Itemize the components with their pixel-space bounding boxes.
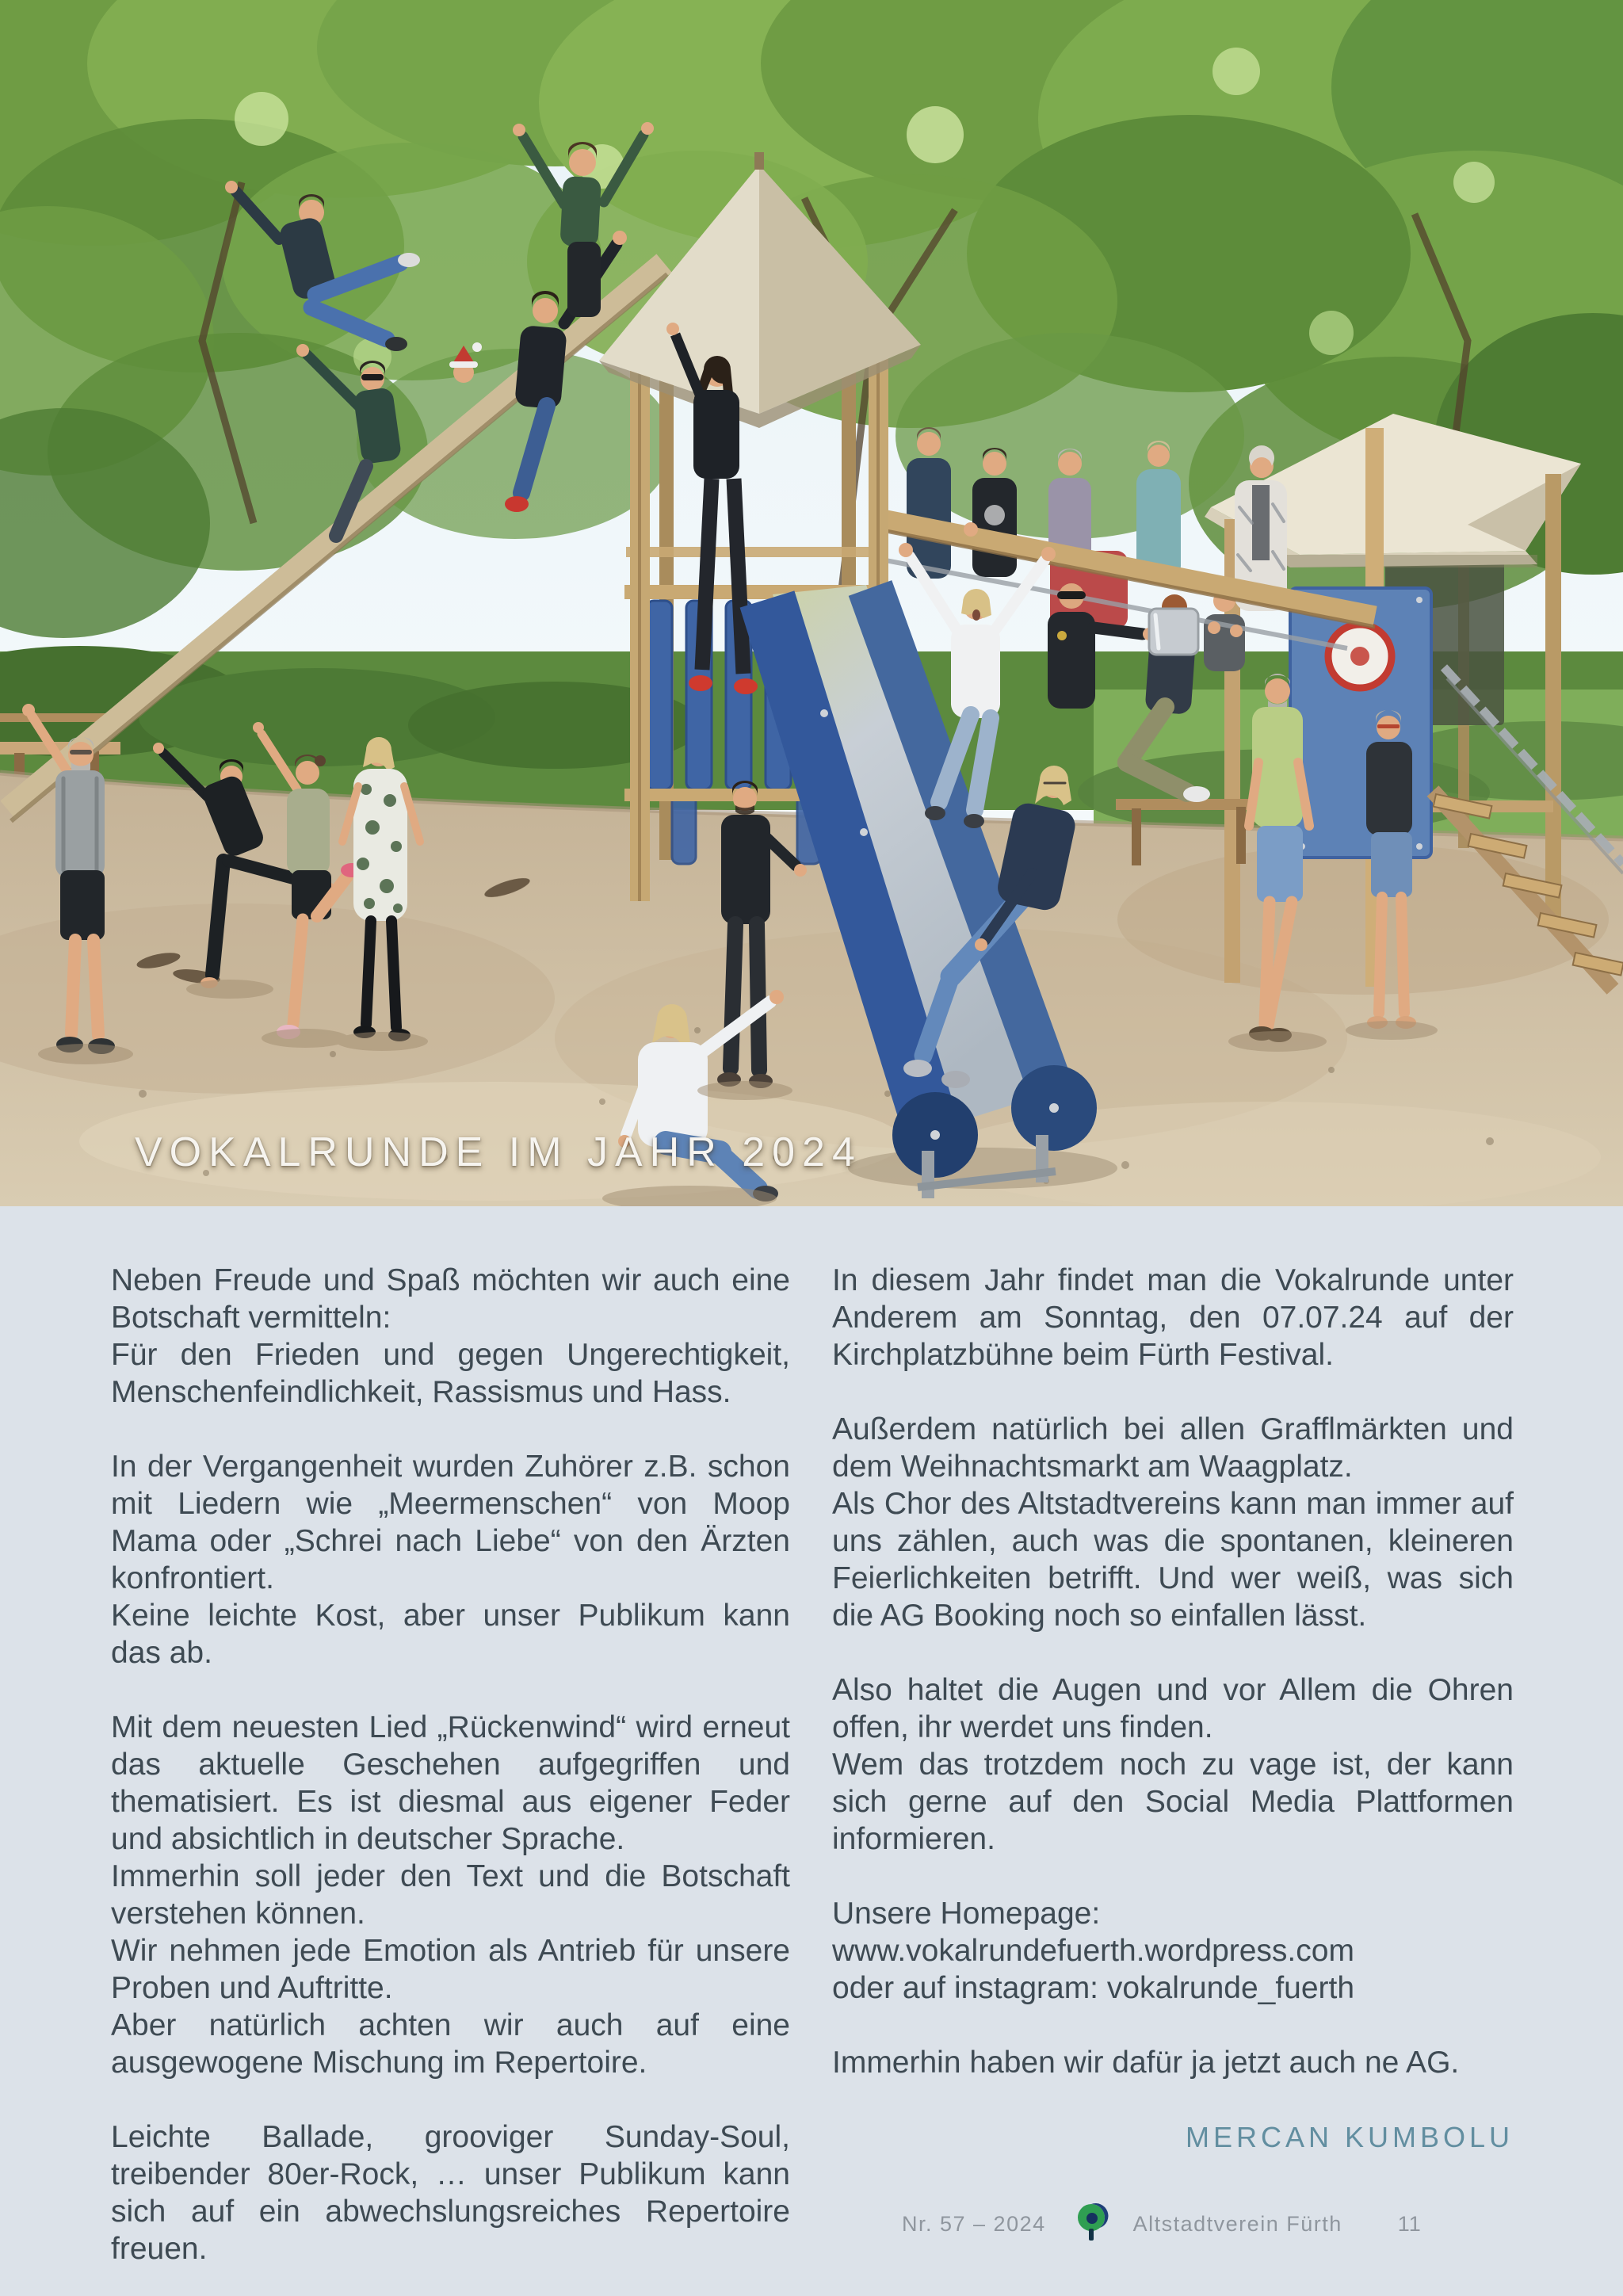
paragraph-block — [832, 1671, 1514, 1858]
tree-icon — [1073, 2201, 1109, 2248]
page-footer — [902, 2202, 1422, 2246]
paragraph-block — [111, 1709, 790, 2081]
paragraph-block — [832, 1411, 1514, 1634]
instagram-handle: oder auf instagram: vokalrunde_fuerth — [832, 1971, 1355, 2005]
body-text: Aber natürlich achten wir auch auf eine ausgewogene Mischung im Repertoire. — [111, 2008, 790, 2080]
body-text: In diesem Jahr findet man die Vokalrunde unter Anderem am Sonntag, den 07.07.24 auf der Kirchplatzbühne beim Fürth Festival. — [832, 1263, 1514, 1372]
paragraph-block — [111, 2118, 790, 2267]
paragraph-block — [832, 2044, 1514, 2081]
author-byline: MERCAN KUMBOLU — [1185, 2121, 1514, 2153]
prohibition-sign-icon — [1328, 625, 1392, 688]
body-text: Immerhin soll jeder den Text und die Botschaft verstehen können. — [111, 1859, 790, 1931]
footer-organization: Altstadtverein Fürth — [1132, 2211, 1342, 2236]
body-text: In der Vergangenheit wurden Zuhörer z.B. schon mit Liedern wie „Meermenschen“ von Moop Mama oder „Schrei nach Liebe“ von den Ärzten konfrontiert. — [111, 1450, 790, 1595]
homepage-url: www.vokalrundefuerth.wordpress.com — [832, 1934, 1354, 1968]
body-text: Als Chor des Altstadtvereins kann man immer auf uns zählen, auch was die spontanen, kleineren Feierlichkeiten betrifft. Und wer weiß, was sich die AG Booking noch so einfallen lässt. — [832, 1487, 1514, 1633]
body-text: Für den Frieden und gegen Ungerechtigkeit, Menschenfeindlichkeit, Rassismus und Hass. — [111, 1338, 790, 1409]
body-text: Neben Freude und Spaß möchten wir auch eine Botschaft vermitteln: — [111, 1263, 790, 1335]
photo-title-overlay: VOKALRUNDE IM JAHR 2024 — [135, 1129, 862, 1175]
footer-issue: Nr. 57 – 2024 — [902, 2211, 1046, 2236]
homepage-label: Unsere Homepage: — [832, 1897, 1101, 1931]
paragraph-block — [832, 1895, 1514, 2007]
paragraph-block — [832, 1262, 1514, 1373]
article-column-right — [832, 1262, 1514, 2184]
body-text: Außerdem natürlich bei allen Grafflmärkten und dem Weihnachtsmarkt am Waagplatz. — [832, 1412, 1514, 1484]
article-column-left — [111, 1262, 790, 2296]
paragraph-block — [111, 1262, 790, 1411]
body-text: Leichte Ballade, grooviger Sunday-Soul, treibender 80er-Rock, … unser Publikum kann sich auf ein abwechslungsreiches Repertoire freuen. — [111, 2120, 790, 2266]
body-text: Immerhin haben wir dafür ja jetzt auch ne AG. — [832, 2046, 1460, 2080]
body-text: Keine leichte Kost, aber unser Publikum kann das ab. — [111, 1599, 790, 1670]
paragraph-block — [111, 1448, 790, 1671]
body-text: Mit dem neuesten Lied „Rückenwind“ wird erneut das aktuelle Geschehen aufgegriffen und thematisiert. Es ist diesmal aus eigener Feder und absichtlich in deutscher Sprache. — [111, 1710, 790, 1856]
body-text: Wir nehmen jede Emotion als Antrieb für unsere Proben und Auftritte. — [111, 1934, 790, 2005]
body-text: Wem das trotzdem noch zu vage ist, der kann sich gerne auf den Social Media Plattformen informieren. — [832, 1748, 1514, 1856]
page-number: 11 — [1397, 2211, 1422, 2236]
body-text: Also haltet die Augen und vor Allem die Ohren offen, ihr werdet uns finden. — [832, 1673, 1514, 1744]
